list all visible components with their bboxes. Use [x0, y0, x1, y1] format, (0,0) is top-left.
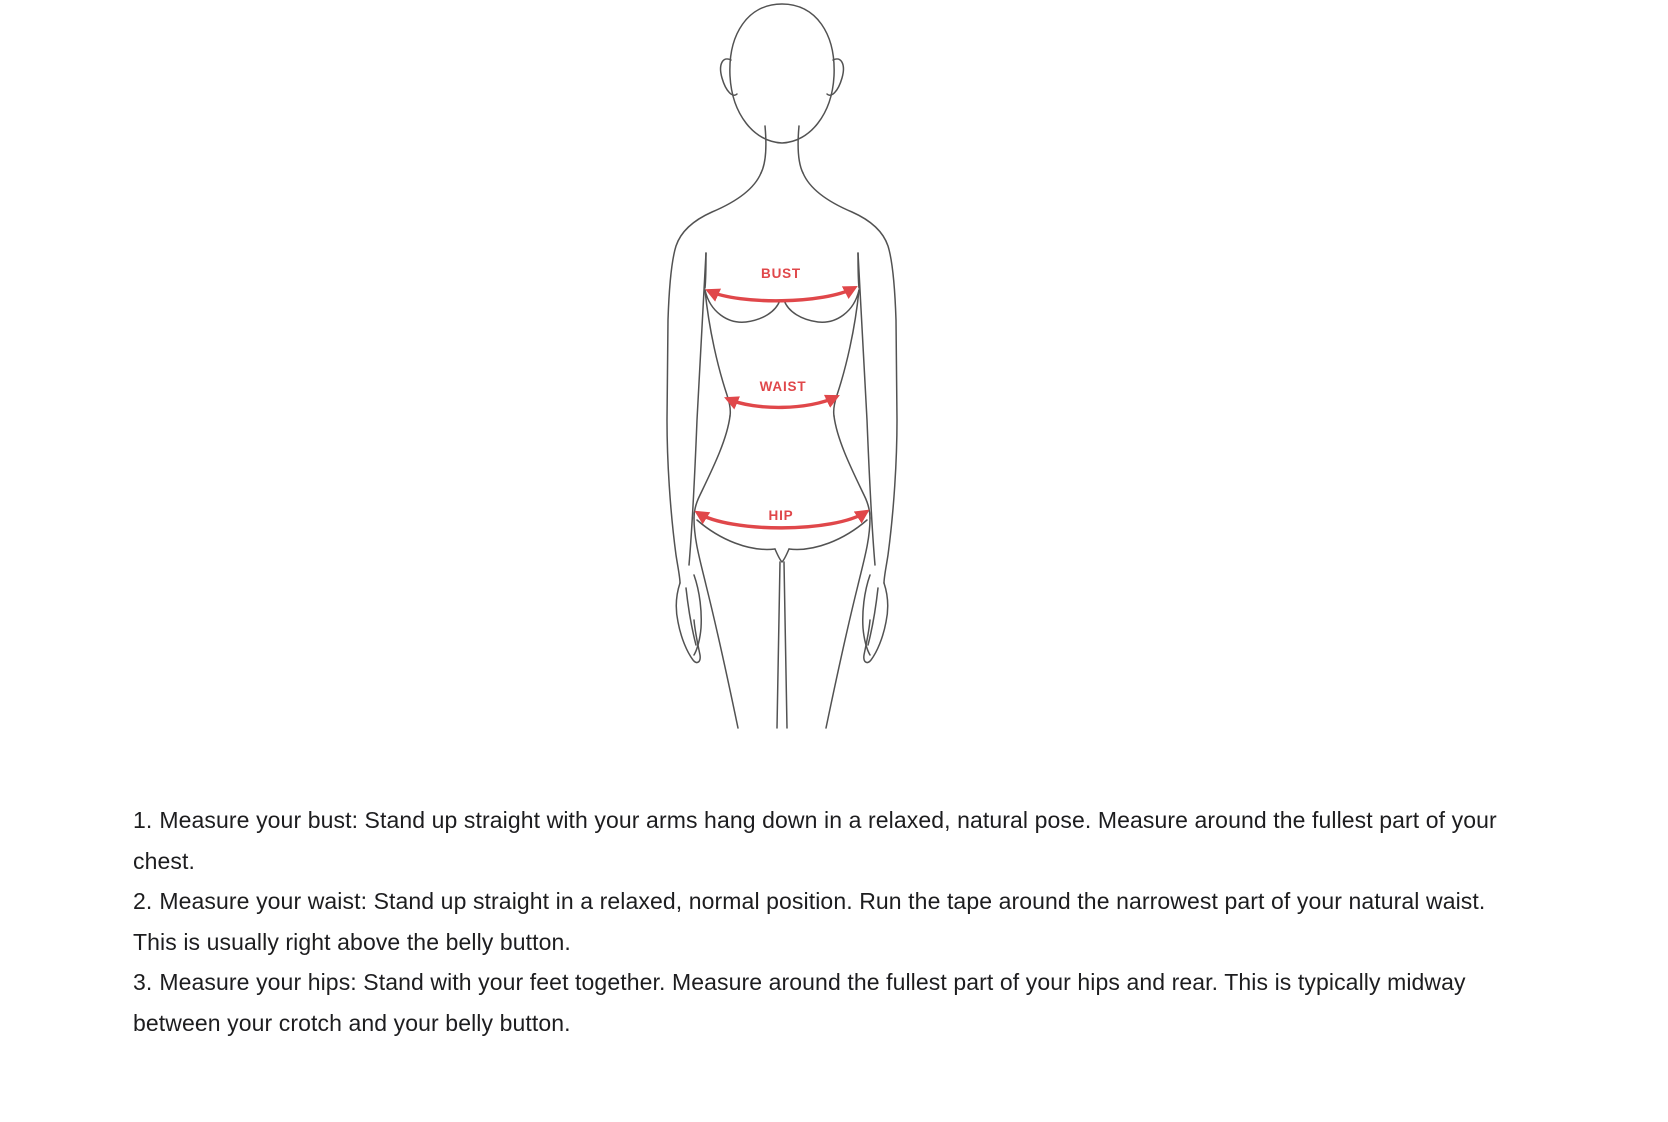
- instruction-item-bust: [133, 800, 1533, 881]
- instruction-number: 2.: [133, 888, 153, 914]
- neck-outline: [761, 126, 766, 173]
- instruction-item-waist: [133, 881, 1533, 962]
- measurement-instructions: [133, 800, 1533, 1043]
- right-inner-leg-line: [784, 562, 787, 728]
- body-measurement-diagram: [650, 0, 910, 735]
- crotch-curve: [775, 549, 789, 562]
- left-ear-outline: [721, 59, 737, 95]
- bust-label: BUST: [761, 266, 801, 281]
- left-waist-side: [705, 290, 730, 416]
- head-outline: [730, 4, 834, 143]
- bust-arrow: [709, 288, 854, 301]
- instruction-text: Measure your hips: Stand with your feet together. Measure around the fullest part of your hips and rear. This is typically midway between your crotch and your belly button.: [133, 969, 1466, 1036]
- instruction-text: Measure your bust: Stand up straight with your arms hang down in a relaxed, natural pose. Measure around the fullest part of your chest.: [133, 807, 1497, 874]
- instruction-number: 3.: [133, 969, 153, 995]
- left-hand-finger-line: [686, 588, 696, 645]
- waist-arrow: [728, 397, 836, 407]
- neck-outline: [798, 126, 803, 173]
- instruction-item-hips: [133, 962, 1533, 1043]
- right-hand-finger-line: [868, 588, 878, 645]
- right-arm-outline: [803, 173, 897, 583]
- instruction-number: 1.: [133, 807, 153, 833]
- waist-label: WAIST: [759, 379, 807, 394]
- instruction-text: Measure your waist: Stand up straight in a relaxed, normal position. Run the tape around the narrowest part of your natural waist. This is usually right above the belly button.: [133, 888, 1486, 955]
- right-ear-outline: [827, 59, 843, 95]
- right-hip-side: [834, 416, 870, 518]
- left-inner-leg-line: [777, 562, 780, 728]
- left-inner-arm-line: [689, 253, 706, 565]
- hip-label: HIP: [768, 508, 794, 523]
- left-hip-side: [694, 416, 730, 518]
- right-bust-curve: [784, 290, 859, 322]
- right-inner-arm-line: [858, 253, 875, 565]
- mannequin-figure-illustration: [650, 0, 910, 735]
